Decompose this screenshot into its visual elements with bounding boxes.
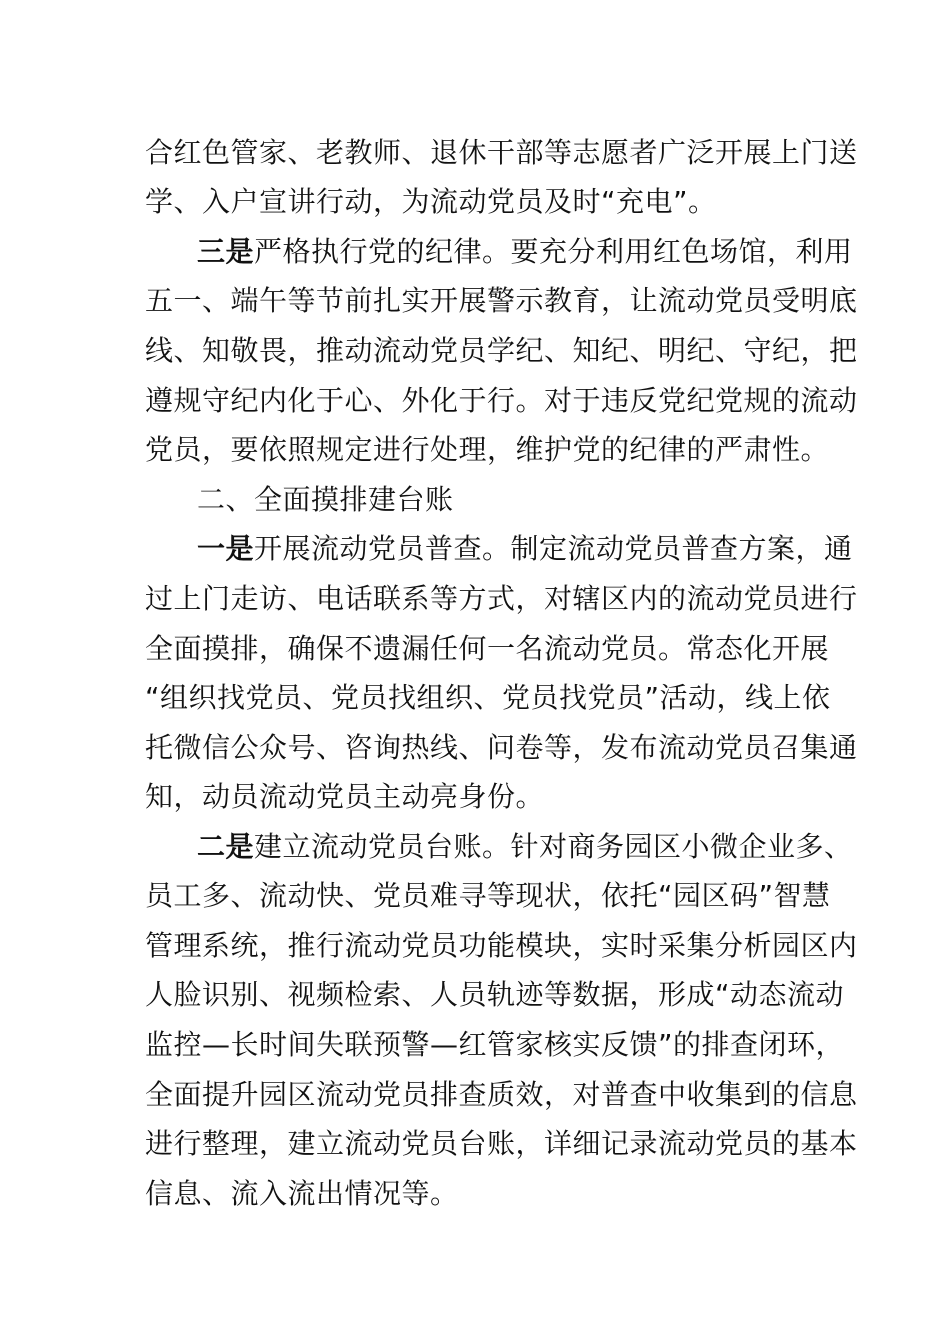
text-line — [145, 921, 858, 971]
text-line — [145, 970, 845, 1020]
line-text: 五一、端午等节前扎实开展警示教育，让流动党员受明底 — [145, 284, 858, 317]
line-text: 全面摸排，确保不遗漏任何一名流动党员。常态化开展 — [145, 632, 830, 665]
line-text: 党员，要依照规定进行处理，维护党的纪律的严肃性。 — [145, 433, 830, 466]
line-text: 开展流动党员普查。制定流动党员普查方案，通 — [254, 532, 853, 565]
text-line — [145, 772, 805, 822]
text-line — [145, 624, 830, 674]
line-text: 建立流动党员台账。针对商务园区小微企业多、 — [254, 830, 853, 863]
line-text: 过上门走访、电话联系等方式，对辖区内的流动党员进行 — [145, 582, 858, 615]
paragraph-lead: 一是 — [197, 532, 255, 565]
text-line — [145, 871, 831, 921]
line-text: 合红色管家、老教师、退休干部等志愿者广泛开展上门送 — [145, 136, 858, 169]
line-text: 托微信公众号、咨询热线、问卷等，发布流动党员召集通 — [145, 731, 858, 764]
text-line — [145, 276, 858, 326]
line-text: 学、入户宣讲行动，为流动党员及时“充电”。 — [145, 185, 717, 218]
text-line — [145, 1169, 805, 1219]
paragraph-first-line — [197, 822, 857, 872]
line-text: 信息、流入流出情况等。 — [145, 1177, 459, 1210]
line-text: 线、知敬畏，推动流动党员学纪、知纪、明纪、守纪，把 — [145, 334, 858, 367]
line-text: 员工多、流动快、党员难寻等现状，依托“园区码”智慧 — [145, 879, 831, 912]
paragraph-lead: 三是 — [197, 235, 255, 268]
line-text: 进行整理，建立流动党员台账，详细记录流动党员的基本 — [145, 1127, 858, 1160]
paragraph-first-line — [197, 524, 857, 574]
text-line — [145, 326, 858, 376]
line-text: 管理系统，推行流动党员功能模块，实时采集分析园区内 — [145, 929, 858, 962]
text-line — [145, 574, 858, 624]
line-text: 严格执行党的纪律。要充分利用红色场馆，利用 — [254, 235, 853, 268]
section-heading — [197, 475, 857, 525]
line-text: 人脸识别、视频检索、人员轨迹等数据，形成“动态流动 — [145, 978, 845, 1011]
paragraph-lead: 二是 — [197, 830, 255, 863]
line-text: 监控—长时间失联预警—红管家核实反馈”的排查闭环， — [145, 1028, 845, 1061]
heading-text: 二、全面摸排建台账 — [197, 483, 454, 516]
text-line — [145, 376, 858, 426]
paragraph-first-line — [197, 227, 857, 277]
line-text: 遵规守纪内化于心、外化于行。对于违反党纪党规的流动 — [145, 384, 858, 417]
text-line — [145, 1070, 858, 1120]
line-text: “组织找党员、党员找组织、党员找党员”活动，线上依 — [145, 681, 831, 714]
text-line — [145, 1119, 858, 1169]
line-text: 全面提升园区流动党员排查质效，对普查中收集到的信息 — [145, 1078, 858, 1111]
text-line — [145, 177, 805, 227]
text-line — [145, 723, 858, 773]
text-line — [145, 128, 858, 178]
text-line — [145, 673, 831, 723]
text-line — [145, 425, 830, 475]
line-text: 知，动员流动党员主动亮身份。 — [145, 780, 545, 813]
text-line — [145, 1020, 845, 1070]
